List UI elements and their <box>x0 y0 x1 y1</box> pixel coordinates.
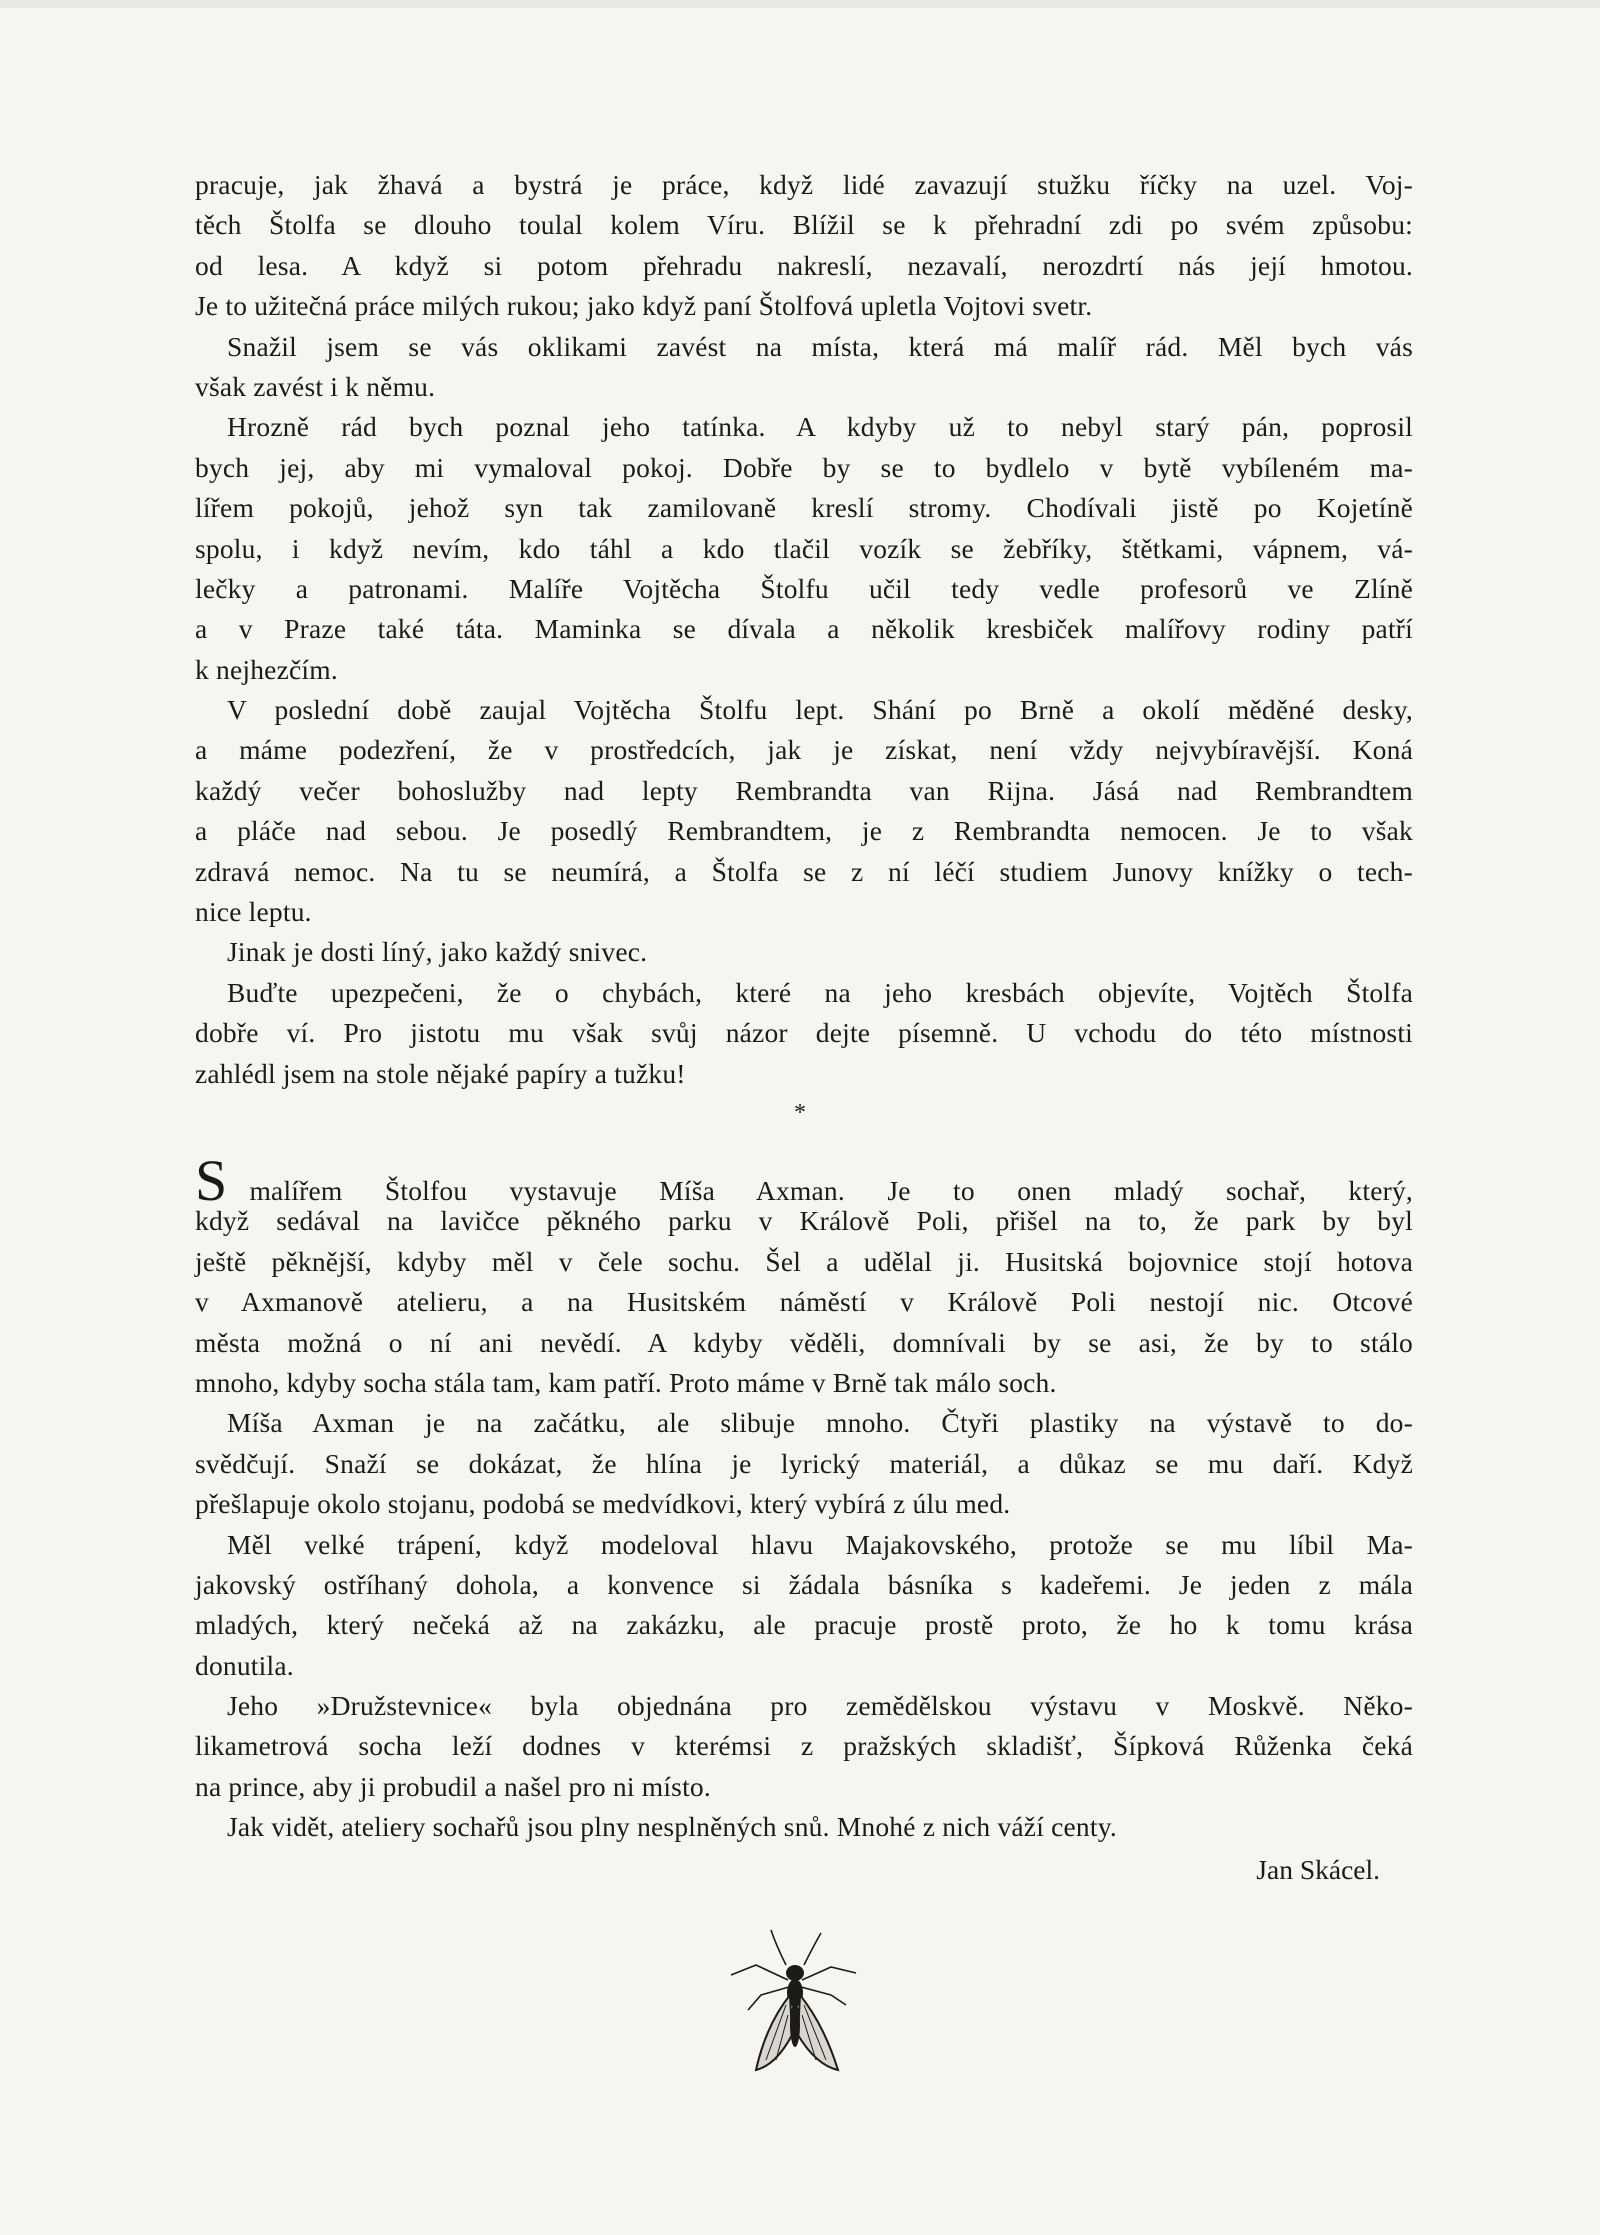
text-line: donutila. <box>195 1649 294 1681</box>
article-section-stolfa <box>195 165 1413 1094</box>
moth-icon <box>726 1925 871 2080</box>
text-line: bych jej, aby mi vymaloval pokoj. Dobře by se to bydlelo v bytě vybíleném ma- <box>195 451 1413 483</box>
text-line-rest: malířem Štolfou vystavuje Míša Axman. Je to onen mladý sochař, který, <box>249 1175 1413 1206</box>
text-line: Snažil jsem se vás oklikami zavést na místa, která má malíř rád. Měl bych vás <box>227 330 1413 362</box>
text-line: každý večer bohoslužby nad lepty Rembrandta van Rijna. Jásá nad Rembrandtem <box>195 774 1413 806</box>
text-line: Míša Axman je na začátku, ale slibuje mnoho. Čtyři plastiky na výstavě to do- <box>227 1407 1413 1439</box>
text-line <box>195 1148 1413 1213</box>
text-line: v Axmanově atelieru, a na Husitském náměstí v Králově Poli nestojí nic. Otcové <box>195 1286 1413 1318</box>
text-line: zdravá nemoc. Na tu se neumírá, a Štolfa se z ní léčí studiem Junovy knížky o tech- <box>195 855 1413 887</box>
text-line: mnoho, kdyby socha stála tam, kam patří. Proto máme v Brně tak málo soch. <box>195 1366 1057 1398</box>
text-line: spolu, i když nevím, kdo táhl a kdo tlačil vozík se žebříky, štětkami, vápnem, vá- <box>195 532 1413 564</box>
text-line: V poslední době zaujal Vojtěcha Štolfu lept. Shání po Brně a okolí měděné desky, <box>227 694 1413 726</box>
scan-top-edge <box>0 0 1600 8</box>
text-line: k nejhezčím. <box>195 653 338 685</box>
text-line: Jeho »Družstevnice« byla objednána pro zemědělskou výstavu v Moskvě. Něko- <box>227 1690 1413 1722</box>
text-line: když sedával na lavičce pěkného parku v Králově Poli, přišel na to, že park by byl <box>195 1205 1413 1237</box>
text-line: Je to užitečná práce milých rukou; jako když paní Štolfová upletla Vojtovi svetr. <box>195 290 1093 322</box>
drop-cap: S <box>195 1148 228 1213</box>
text-line: těch Štolfa se dlouho toulal kolem Víru. Blížil se k přehradní zdi po svém způsobu: <box>195 209 1413 241</box>
section-separator: * <box>794 1100 806 1126</box>
text-line: likametrová socha leží dodnes v kterémsi z pražských skladišť, Šípková Růženka čeká <box>195 1730 1413 1762</box>
text-line: Měl velké trápení, když modeloval hlavu Majakovského, protože se mu líbil Ma- <box>227 1528 1413 1560</box>
text-line: zahlédl jsem na stole nějaké papíry a tužku! <box>195 1057 686 1089</box>
article-section-axman <box>195 1148 1413 1848</box>
text-line: Jak vidět, ateliery sochařů jsou plny nesplněných snů. Mnohé z nich váží centy. <box>227 1811 1117 1843</box>
author-signature: Jan Skácel. <box>1256 1854 1380 1885</box>
text-line: a pláče nad sebou. Je posedlý Rembrandtem, je z Rembrandta nemocen. Je to však <box>195 815 1413 847</box>
text-line: nice leptu. <box>195 896 312 928</box>
text-line: a v Praze také táta. Maminka se dívala a několik kresbiček malířovy rodiny patří <box>195 613 1413 645</box>
text-line: jakovský ostříhaný dohola, a konvence si žádala básníka s kadeřemi. Je jeden z mála <box>195 1568 1413 1600</box>
text-line: přešlapuje okolo stojanu, podobá se medvídkovi, který vybírá z úlu med. <box>195 1488 1011 1520</box>
text-line: Buďte upezpečeni, že o chybách, které na jeho kresbách objevíte, Vojtěch Štolfa <box>227 976 1413 1008</box>
text-line: ještě pěknější, kdyby měl v čele sochu. Šel a udělal ji. Husitská bojovnice stojí hotova <box>195 1245 1413 1277</box>
text-line: Jinak je dosti líný, jako každý snivec. <box>227 936 648 968</box>
text-line: mladých, který nečeká až na zakázku, ale pracuje prostě proto, že ho k tomu krása <box>195 1609 1413 1641</box>
text-line: na prince, aby ji probudil a našel pro ni místo. <box>195 1770 711 1802</box>
text-line: dobře ví. Pro jistotu mu však svůj názor dejte písemně. U vchodu do této místnosti <box>195 1017 1413 1049</box>
text-line: od lesa. A když si potom přehradu nakreslí, nezavalí, nerozdrtí nás její hmotou. <box>195 249 1413 281</box>
text-line: a máme podezření, že v prostředcích, jak je získat, není vždy nejvybíravější. Koná <box>195 734 1413 766</box>
text-line: lečky a patronami. Malíře Vojtěcha Štolfu učil tedy vedle profesorů ve Zlíně <box>195 572 1413 604</box>
text-line: lířem pokojů, jehož syn tak zamilovaně kreslí stromy. Chodívali jistě po Kojetíně <box>195 492 1413 524</box>
text-line: však zavést i k němu. <box>195 370 436 402</box>
text-line: svědčují. Snaží se dokázat, že hlína je lyrický materiál, a důkaz se mu daří. Když <box>195 1447 1413 1479</box>
text-line: města možná o ní ani nevědí. A kdyby věděli, domnívali by se asi, že by to stálo <box>195 1326 1413 1358</box>
text-line: pracuje, jak žhavá a bystrá je práce, když lidé zavazují stužku říčky na uzel. Voj- <box>195 169 1413 200</box>
text-line: Hrozně rád bych poznal jeho tatínka. A kdyby už to nebyl starý pán, poprosil <box>227 411 1413 443</box>
